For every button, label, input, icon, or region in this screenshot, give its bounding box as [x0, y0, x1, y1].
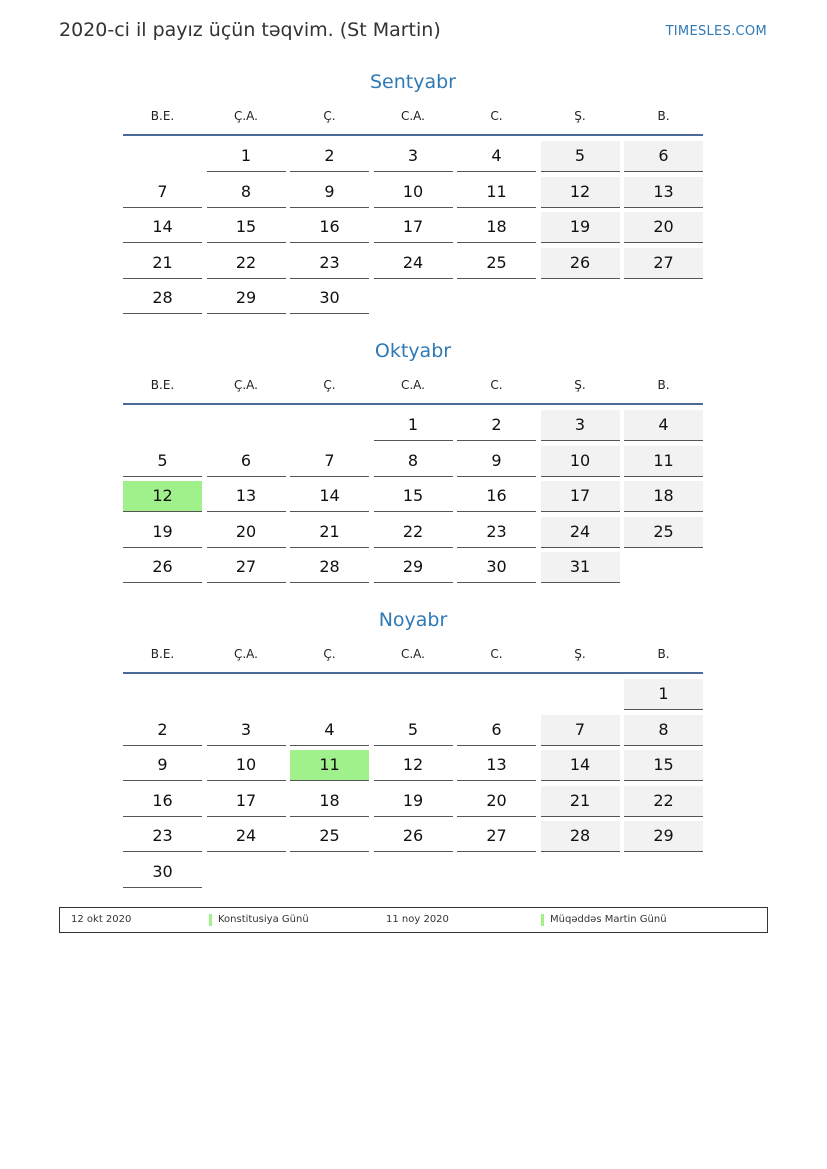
day-cell: 9 [457, 446, 536, 477]
day-cell: 15 [207, 212, 286, 243]
day-cell: 21 [123, 248, 202, 279]
empty-cell [374, 679, 453, 709]
day-cell: 9 [123, 750, 202, 781]
empty-cell [541, 679, 620, 709]
day-cell: 24 [374, 248, 453, 279]
day-cell: 24 [541, 517, 620, 548]
month-october [123, 337, 703, 588]
weekday-label: C.A. [400, 647, 425, 661]
weekday-label: Ç. [323, 647, 336, 661]
holiday-legend [59, 907, 768, 933]
day-cell: 10 [541, 446, 620, 477]
weekday-label: B.E. [150, 647, 175, 661]
day-cell: 20 [457, 786, 536, 817]
day-cell: 29 [624, 821, 703, 852]
day-cell: 8 [374, 446, 453, 477]
weekday-label: Ç.A. [233, 109, 258, 123]
weekday-header [123, 642, 703, 674]
day-cell: 19 [123, 517, 202, 548]
day-cell: 2 [290, 141, 369, 172]
day-cell: 21 [541, 786, 620, 817]
legend-color-marker [541, 914, 544, 926]
day-cell: 26 [123, 552, 202, 583]
days-grid [123, 410, 703, 588]
day-cell: 16 [123, 786, 202, 817]
legend-holiday-name: Konstitusiya Günü [218, 914, 309, 925]
day-cell: 21 [290, 517, 369, 548]
weekday-label: Ş. [574, 109, 586, 123]
day-cell: 4 [457, 141, 536, 172]
empty-cell [457, 679, 536, 709]
weekday-label: Ç. [323, 378, 336, 392]
day-cell: 30 [290, 283, 369, 314]
day-cell: 3 [541, 410, 620, 441]
day-cell: 16 [457, 481, 536, 512]
weekday-label: B. [657, 378, 670, 392]
day-cell: 23 [457, 517, 536, 548]
day-cell: 25 [624, 517, 703, 548]
day-cell: 27 [207, 552, 286, 583]
day-cell: 28 [541, 821, 620, 852]
weekday-label: C. [490, 378, 503, 392]
day-cell: 1 [207, 141, 286, 172]
day-cell: 1 [624, 679, 703, 710]
day-cell: 22 [624, 786, 703, 817]
empty-cell [123, 410, 202, 440]
day-cell: 14 [290, 481, 369, 512]
days-grid [123, 141, 703, 319]
day-cell: 23 [290, 248, 369, 279]
day-cell: 4 [290, 715, 369, 746]
day-cell: 12 [541, 177, 620, 208]
day-cell: 22 [207, 248, 286, 279]
day-cell: 17 [541, 481, 620, 512]
weekday-label: C.A. [400, 109, 425, 123]
empty-cell [123, 679, 202, 709]
day-cell: 29 [207, 283, 286, 314]
month-november [123, 606, 703, 892]
legend-holiday-name: Müqəddəs Martin Günü [550, 914, 667, 925]
day-cell: 4 [624, 410, 703, 441]
month-title: Oktyabr [374, 340, 452, 362]
day-cell: 13 [457, 750, 536, 781]
day-cell: 18 [290, 786, 369, 817]
month-title: Noyabr [378, 609, 448, 631]
day-cell: 24 [207, 821, 286, 852]
day-cell: 29 [374, 552, 453, 583]
days-grid [123, 679, 703, 892]
empty-cell [123, 141, 202, 171]
day-cell: 6 [624, 141, 703, 172]
weekday-label: B.E. [150, 378, 175, 392]
day-cell: 5 [123, 446, 202, 477]
weekday-label: B. [657, 109, 670, 123]
day-cell: 19 [541, 212, 620, 243]
day-cell: 14 [123, 212, 202, 243]
weekday-header [123, 373, 703, 405]
legend-date: 11 noy 2020 [386, 914, 449, 925]
day-cell: 18 [624, 481, 703, 512]
day-cell: 11 [624, 446, 703, 477]
legend-color-marker [209, 914, 212, 926]
day-cell: 27 [624, 248, 703, 279]
weekday-label: B.E. [150, 109, 175, 123]
day-cell: 6 [457, 715, 536, 746]
weekday-label: C.A. [400, 378, 425, 392]
day-cell: 10 [207, 750, 286, 781]
day-cell: 20 [624, 212, 703, 243]
day-cell: 11 [457, 177, 536, 208]
day-cell: 26 [374, 821, 453, 852]
day-cell: 15 [624, 750, 703, 781]
day-cell: 18 [457, 212, 536, 243]
day-cell: 20 [207, 517, 286, 548]
weekday-label: Ş. [574, 378, 586, 392]
day-cell: 7 [541, 715, 620, 746]
weekday-label: Ç. [323, 109, 336, 123]
day-cell: 27 [457, 821, 536, 852]
day-cell: 5 [374, 715, 453, 746]
day-cell: 28 [290, 552, 369, 583]
day-cell: 16 [290, 212, 369, 243]
day-cell: 25 [290, 821, 369, 852]
day-cell: 13 [207, 481, 286, 512]
day-cell: 7 [290, 446, 369, 477]
holiday-day-cell: 12 [123, 481, 202, 512]
weekday-label: Ç.A. [233, 378, 258, 392]
legend-date: 12 okt 2020 [71, 914, 132, 925]
day-cell: 25 [457, 248, 536, 279]
day-cell: 1 [374, 410, 453, 441]
empty-cell [207, 410, 286, 440]
empty-cell [290, 679, 369, 709]
day-cell: 7 [123, 177, 202, 208]
day-cell: 14 [541, 750, 620, 781]
weekday-label: C. [490, 109, 503, 123]
day-cell: 17 [207, 786, 286, 817]
day-cell: 8 [207, 177, 286, 208]
weekday-label: C. [490, 647, 503, 661]
day-cell: 15 [374, 481, 453, 512]
day-cell: 28 [123, 283, 202, 314]
weekday-label: Ş. [574, 647, 586, 661]
day-cell: 30 [123, 857, 202, 888]
day-cell: 10 [374, 177, 453, 208]
holiday-day-cell: 11 [290, 750, 369, 781]
day-cell: 9 [290, 177, 369, 208]
day-cell: 3 [207, 715, 286, 746]
weekday-header [123, 104, 703, 136]
day-cell: 31 [541, 552, 620, 583]
day-cell: 23 [123, 821, 202, 852]
weekday-label: Ç.A. [233, 647, 258, 661]
month-title: Sentyabr [369, 71, 456, 93]
empty-cell [290, 410, 369, 440]
day-cell: 5 [541, 141, 620, 172]
day-cell: 30 [457, 552, 536, 583]
day-cell: 3 [374, 141, 453, 172]
day-cell: 26 [541, 248, 620, 279]
day-cell: 6 [207, 446, 286, 477]
month-september [123, 68, 703, 319]
day-cell: 17 [374, 212, 453, 243]
day-cell: 8 [624, 715, 703, 746]
day-cell: 22 [374, 517, 453, 548]
day-cell: 13 [624, 177, 703, 208]
page-title: 2020-ci il payız üçün təqvim. (St Martin) [59, 19, 441, 41]
weekday-label: B. [657, 647, 670, 661]
empty-cell [207, 679, 286, 709]
day-cell: 12 [374, 750, 453, 781]
day-cell: 19 [374, 786, 453, 817]
day-cell: 2 [457, 410, 536, 441]
day-cell: 2 [123, 715, 202, 746]
brand-link[interactable]: TIMESLES.COM [665, 24, 767, 39]
